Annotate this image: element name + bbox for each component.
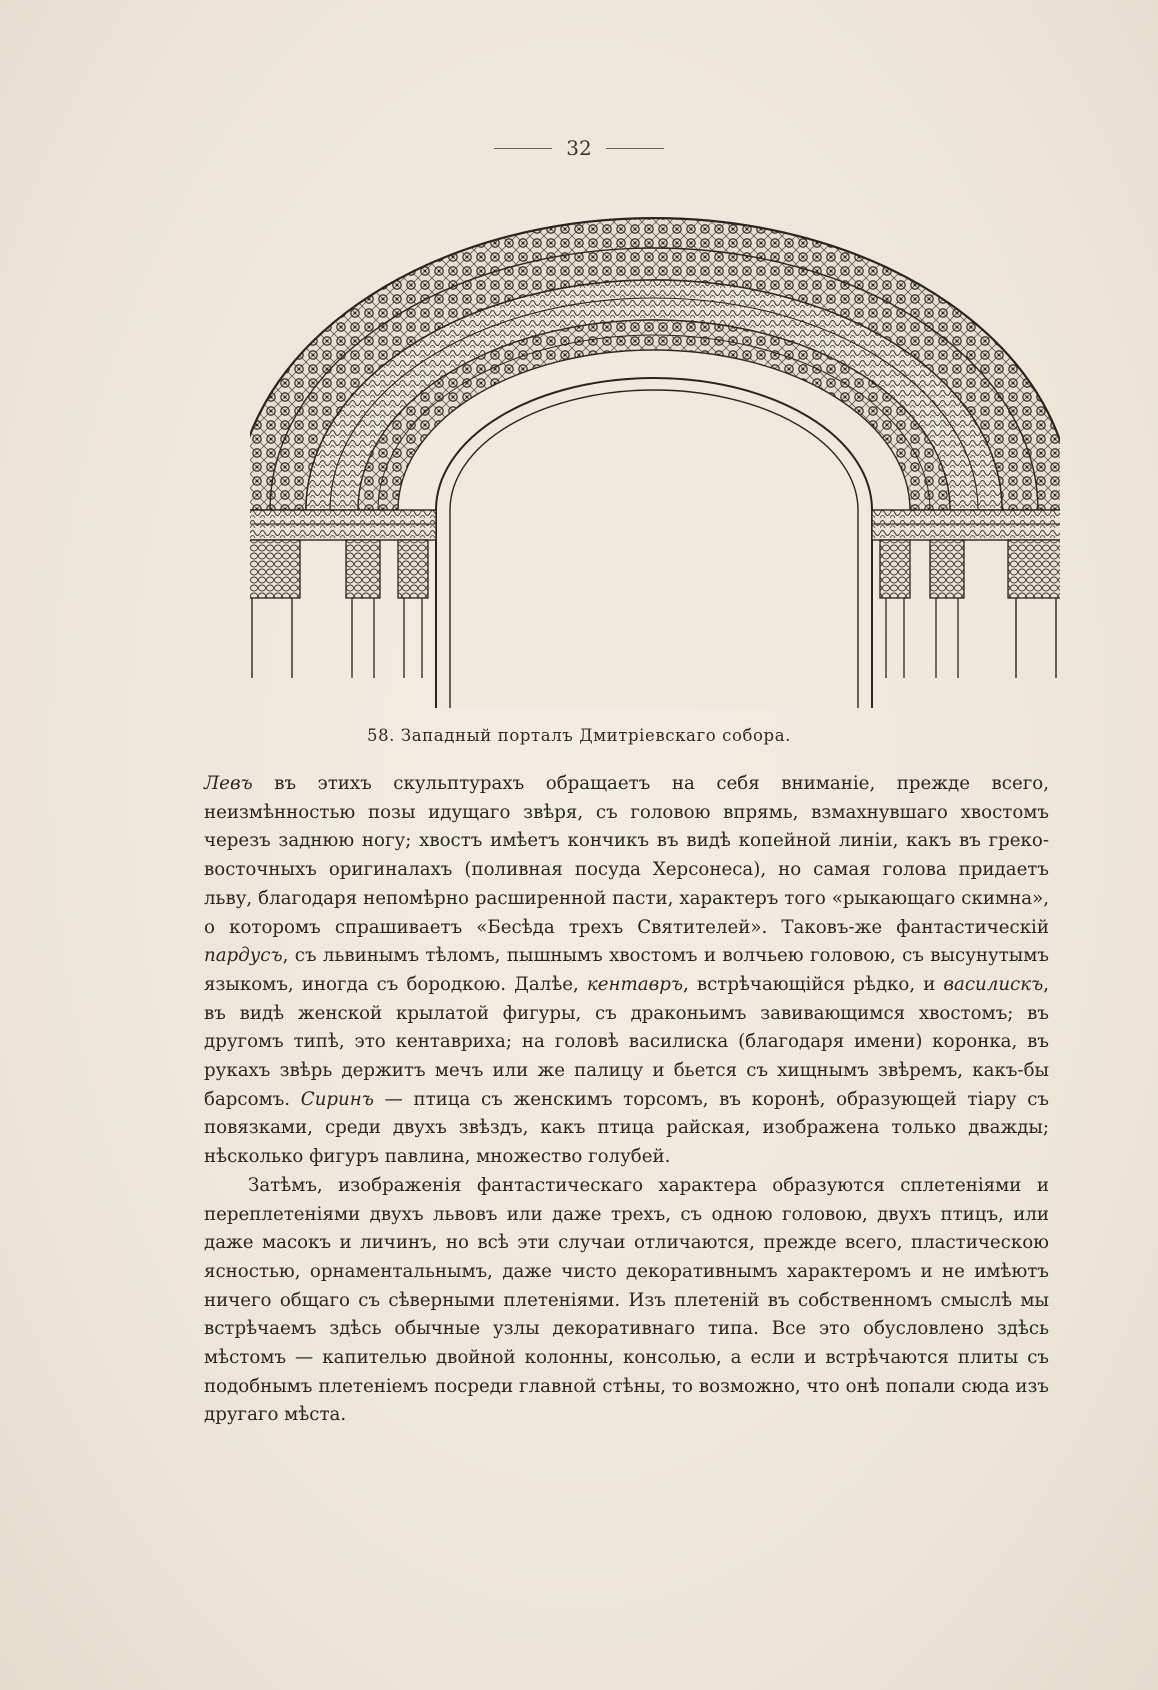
header-rule-left: [494, 148, 552, 149]
paragraph-1: [204, 770, 1049, 1172]
page-number: 32: [566, 136, 592, 160]
term-pardus: пардусъ: [204, 945, 283, 967]
body-text: [204, 770, 1049, 1430]
term-basilisk: василискъ: [943, 973, 1044, 995]
paragraph-1-text-d: , въ видѣ женской крылатой фигуры, съ драконьимъ завивающимся хвостомъ; въ другомъ типѣ, это кентавриха; на головѣ василиска (благодаря имени) коронка, въ рукахъ звѣрь держитъ мечъ или же палицу и бьется съ хищнымъ звѣремъ, какъ-бы барсомъ.: [204, 973, 1049, 1110]
paragraph-1-text-c: , встрѣчающійся рѣдко, и: [682, 973, 944, 995]
header-rule-right: [606, 148, 664, 149]
paragraph-1-text-a: въ этихъ скульптурахъ обращаетъ на себя вниманіе, прежде всего, неизмѣнностью позы идущаго звѣря, съ головою впрямь, взмахнувшаго хвостомъ черезъ заднюю ногу; хвостъ имѣетъ кончикъ въ видѣ копейной линіи, какъ въ греко-восточныхъ оригиналахъ (поливная посуда Херсонеса), но самая голова придаетъ льву, благодаря непомѣрно расширенной пасти, характеръ того «рыкающаго скимна», о которомъ спрашиваетъ «Бесѣда трехъ Святителей». Таковъ-же фантастическій: [204, 773, 1049, 938]
term-centaur: кентавръ: [586, 973, 683, 995]
figure-caption: 58. Западный порталъ Дмитріевскаго собора.: [366, 726, 792, 745]
paragraph-1-text-b: , съ львинымъ тѣломъ, пышнымъ хвостомъ и волчьею головою, съ высунутымъ языкомъ, иногда съ бородкою. Далѣе,: [204, 945, 1049, 995]
term-lion: Левъ: [204, 773, 253, 794]
paragraph-2: Затѣмъ, изображенія фантастическаго характера образуются сплетеніями и переплетеніями двухъ львовъ или даже трехъ, съ одною головою, двухъ птицъ, или даже масокъ и личинъ, но всѣ эти случаи отличаются, прежде всего, пластическою ясностью, орнаментальнымъ, даже чисто декоративнымъ характеромъ и не имѣютъ ничего общаго съ сѣверными плетеніями. Изъ плетеній въ собственномъ смыслѣ мы встрѣчаемъ здѣсь обычные узлы декоративнаго типа. Все это обусловлено здѣсь мѣстомъ — капителью двойной колонны, консолью, а если и встрѣчаются плиты съ подобнымъ плетеніемъ посреди главной стѣны, то возможно, что онѣ попали сюда изъ другаго мѣста.: [204, 1174, 1049, 1426]
paragraph-1-text-e: — птица съ женскимъ торсомъ, въ коронѣ, образующей тіару съ повязками, среди двухъ звѣздъ, какъ птица райская, изображена только дважды; нѣсколько фигуръ павлина, множество голубей.: [204, 1088, 1050, 1168]
page-header: [0, 136, 1158, 160]
term-sirin: Сиринъ: [300, 1088, 374, 1110]
portal-illustration: [250, 208, 1060, 708]
